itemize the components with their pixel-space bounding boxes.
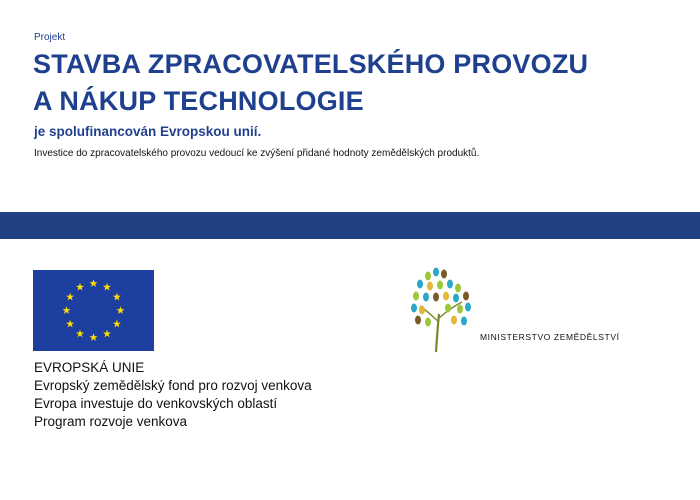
eu-flag-icon — [33, 270, 154, 351]
ministry-name: MINISTERSTVO ZEMĚDĚLSTVÍ — [480, 332, 620, 342]
eu-star-icon — [66, 320, 74, 328]
eu-star-icon — [76, 283, 84, 291]
eu-star-icon — [113, 320, 121, 328]
project-description: Investice do zpracovatelského provozu vedoucí ke zvýšení přidané hodnoty zemědělských produktů. — [34, 148, 480, 159]
eu-slogan: Evropa investuje do venkovských oblastí — [34, 396, 278, 411]
project-label: Projekt — [34, 32, 66, 43]
eu-star-icon — [103, 330, 111, 338]
eu-star-icon — [90, 333, 98, 341]
eu-program: Program rozvoje venkova — [34, 414, 188, 429]
cofinancing-subtitle: je spolufinancován Evropskou unií. — [34, 124, 262, 139]
eu-star-icon — [90, 279, 98, 287]
project-title-line2: A NÁKUP TECHNOLOGIE — [33, 86, 364, 116]
blue-divider-band — [0, 212, 700, 239]
eu-star-icon — [117, 306, 125, 314]
eu-stars — [33, 270, 154, 351]
eu-name: EVROPSKÁ UNIE — [34, 360, 145, 375]
eu-star-icon — [103, 283, 111, 291]
eu-star-icon — [76, 330, 84, 338]
project-title-line1: STAVBA ZPRACOVATELSKÉHO PROVOZU — [33, 49, 589, 79]
eu-star-icon — [113, 293, 121, 301]
eu-fund-name: Evropský zemědělský fond pro rozvoj venkova — [34, 378, 312, 393]
eu-star-icon — [66, 293, 74, 301]
tree-logo-icon — [408, 266, 474, 354]
eu-star-icon — [63, 306, 71, 314]
